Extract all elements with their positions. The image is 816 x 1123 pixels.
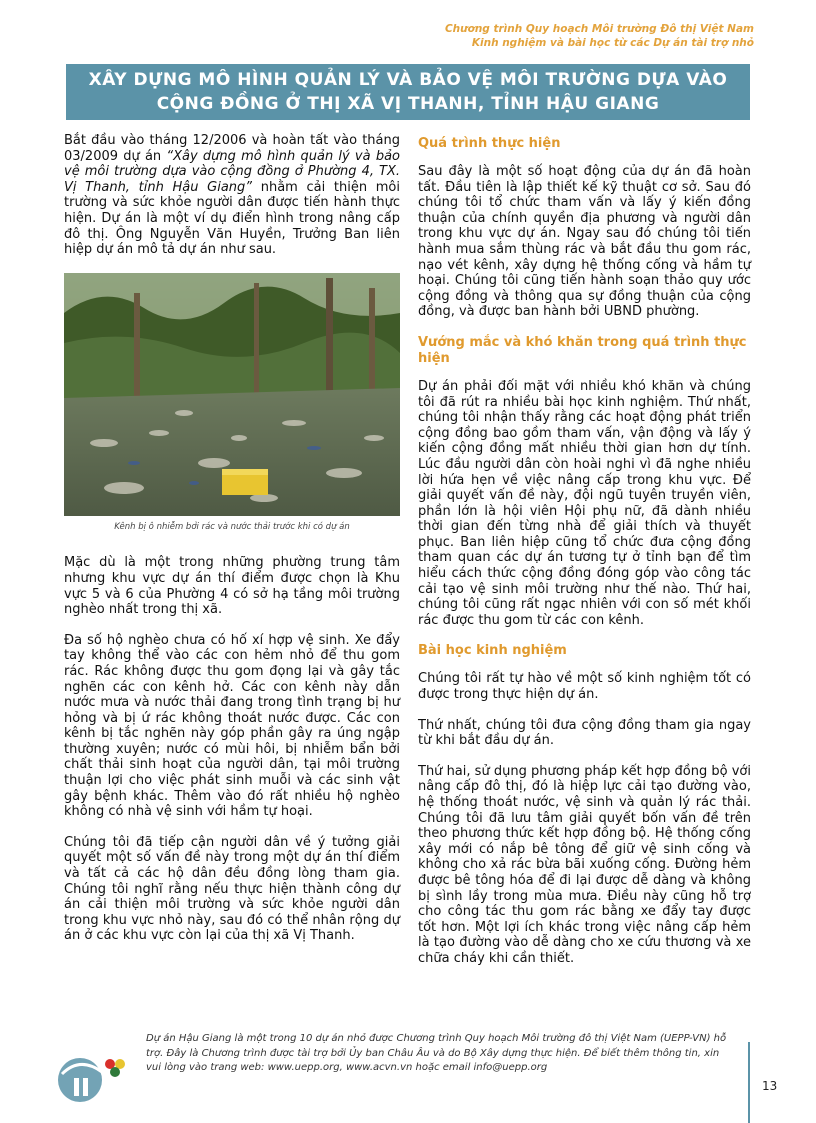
lessons-paragraph-3: Thứ hai, sử dụng phương pháp kết hợp đồng bộ với nâng cấp đô thị, đó là hiệp lực cải tạo đường vào, hệ thống thoát nước, vệ sinh và quản lý rác thải. Chúng tôi đã lưu tâm giải quyết bốn vấn đề trên theo phương thức kết hợp đồng bộ. Hệ thống cống xây mới có nắp bê tông để giữ vệ sinh cống và không cho xả rác bừa bãi xuống cống. Đường hẻm được bê tông hóa để đi lại được dễ dàng và không bị sình lầy trong mùa mưa. Điều này cũng hỗ trợ cho công tác thu gom rác bằng xe đẩy tay được tốt hơn. Một lợi ích khác trong việc nâng cấp hẻm là tạo đường vào dễ dàng cho xe cứu thương và xe chữa cháy khi cần thiết. [418,763,751,966]
title-banner [66,64,750,120]
header-line-2: Kinh nghiệm và bài học từ các Dự án tài trợ nhỏ [471,37,754,49]
heading-lessons: Bài học kinh nghiệm [418,643,567,659]
intro-paragraph [64,133,400,258]
page-number: 13 [762,1079,778,1093]
heading-implementation: Quá trình thực hiện [418,136,561,151]
intro-end: nhằm cải thiện môi trường và sức khỏe người dân được tiến hành thực hiện. Dự án là một ví dụ điển hình trong nâng cấp đô thị. Ông Nguyễn Văn Huyền, Trưởng Ban liên hiệp dự án mô tả dự án như sau. [64,179,400,258]
uepp-logo [56,1042,140,1106]
footer-note: Dự án Hậu Giang là một trong 10 dự án nhỏ được Chương trình Quy hoạch Môi trường đô thị Việt Nam (UEPP-VN) hỗ trợ. Đây là Chương trình được tài trợ bởi Ủy ban Châu Âu và do Bộ Xây dựng thực hiện. Để biết thêm thông tin, xin vui lòng vào trang web: www.uepp.org, www.acvn.vn hoặc email info@uepp.org [146,1033,727,1073]
title-line-1: XÂY DỰNG MÔ HÌNH QUẢN LÝ VÀ BẢO VỆ MÔI TRƯỜNG DỰA VÀO [88,70,728,90]
running-header [445,22,754,50]
uepp-logo-icon [56,1042,140,1106]
header-line-1: Chương trình Quy hoạch Môi trường Đô thị Việt Nam [444,23,754,35]
title-line-2: CỘNG ĐỒNG Ở THỊ XÃ VỊ THANH, TỈNH HẬU GIANG [156,94,660,114]
difficulties-paragraph: Dự án phải đối mặt với nhiều khó khăn và chúng tôi đã rút ra nhiều bài học kinh nghiệm. Thứ nhất, chúng tôi nhận thấy rằng các hoạt động phát triển cộng đồng bao gồm tham vấn, vận động và lấy ý kiến cộng đồng mất nhiều thời gian hơn dự tính. Lúc đầu người dân còn hoài nghi vì đã nghe nhiều lời hứa hẹn về việc nâng cấp trong khu vực. Để giải quyết vấn đề này, đội ngũ tuyên truyền viên, phần lớn là hội viên Hội phụ nữ, đã dành nhiều thời gian đến từng nhà để giải thích và thuyết phục. Ban liên hiệp cũng tổ chức đưa cộng đồng tham quan các dự án tương tự ở tỉnh bạn để tìm hiểu cách thức cộng đồng đóng góp vào công tác cải tạo vệ sinh môi trường như thế nào. Thứ hai, chúng tôi cũng rất ngạc nhiên với con số mét khối rác được thu gom từ các con kênh. [418,378,751,628]
photo-caption: Kênh bị ô nhiễm bởi rác và nước thải trước khi có dự án [114,521,350,532]
paragraph-3: Đa số hộ nghèo chưa có hố xí hợp vệ sinh. Xe đẩy tay không thể vào các con hẻm nhỏ để thu gom rác. Rác không được thu gom đọng lại và gây tắc nghẽn các con kênh hở. Các con kênh này dẫn nước mưa và nước thải đang trong tình trạng bị hư hỏng và bị ứ rác không thoát nước được. Các con kênh bị tắc nghẽn này góp phần gây ra úng ngập thường xuyên; nước có mùi hôi, bị nhiễm bẩn bởi chất thải sinh hoạt của người dân, tại môi trường thuận lợi cho việc phát sinh muỗi và các sinh vật gây bệnh khác. Thêm vào đó rất nhiều hộ nghèo không có nhà vệ sinh với hầm tự hoại. [64,632,400,820]
intro-project-name: “Xây dựng mô hình quản lý và bảo vệ môi trường dựa vào cộng đồng ở Phường 4, TX. Vị Thanh, tỉnh Hậu Giang” [64,148,400,195]
left-column [64,133,400,959]
canal-photo [64,273,400,516]
lessons-paragraph-1: Chúng tôi rất tự hào về một số kinh nghiệm tốt có được trong thực hiện dự án. [418,671,751,703]
footer-divider [748,1042,750,1123]
lessons-paragraph-2: Thứ nhất, chúng tôi đưa cộng đồng tham gia ngay từ khi bắt đầu dự án. [418,717,751,749]
polluted-canal-image [64,273,400,516]
paragraph-2: Mặc dù là một trong những phường trung tâm nhưng khu vực dự án thí điểm được chọn là Khu vực 5 và 6 của Phường 4 có sở hạ tầng môi trường nghèo nhất trong thị xã. [64,555,400,618]
intro-start: Bắt đầu vào tháng 12/2006 và hoàn tất vào tháng 03/2009 dự án [64,133,400,164]
implementation-paragraph: Sau đây là một số hoạt động của dự án đã hoàn tất. Đầu tiên là lập thiết kế kỹ thuật cơ sở. Sau đó chúng tôi tổ chức tham vấn và lấy ý kiến đồng thuận của chính quyền địa phương và người dân trong khu vực dự án. Ngay sau đó chúng tôi tiến hành mua sắm thùng rác và bắt đầu thu gom rác, nạo vét kênh, xây dựng hệ thống cống và hầm tự hoại. Chúng tôi cũng tiến hành soạn thảo quy ước cộng đồng và thông qua sự đồng thuận của cộng đồng, và được ban hành bởi UBND phường. [418,164,751,320]
right-column [418,136,751,982]
paragraph-4: Chúng tôi đã tiếp cận người dân về ý tưởng giải quyết một số vấn đề này trong một dự án thí điểm và tất cả các hộ dân đều đồng lòng tham gia. Chúng tôi nghĩ rằng nếu thực hiện thành công dự án cải thiện môi trường và sức khỏe người dân trong khu vực nhỏ này, sau đó có thể nhân rộng dự án ở các khu vực còn lại của thị xã Vị Thanh. [64,834,400,944]
heading-difficulties: Vướng mắc và khó khăn trong quá trình thực hiện [418,334,747,366]
